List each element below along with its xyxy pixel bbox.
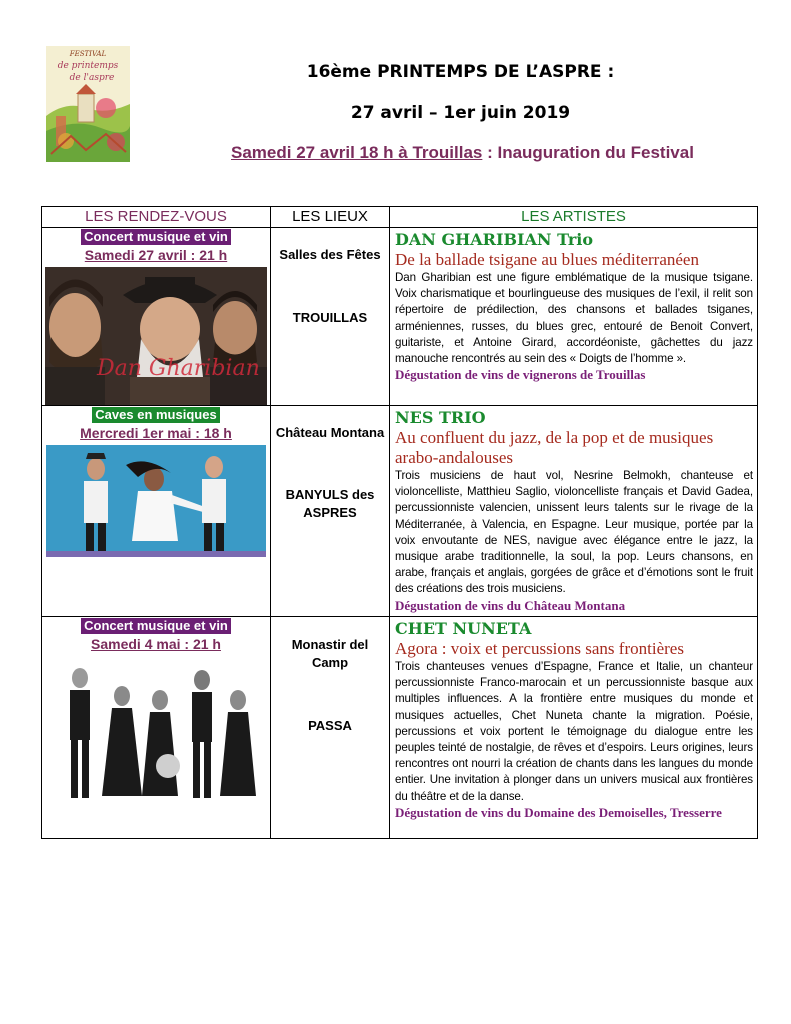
artist-name: DAN GHARIBIAN Trio — [395, 230, 593, 249]
event-type-badge: Concert musique et vin — [81, 618, 231, 634]
venue-town: PASSA — [308, 718, 352, 733]
venue-cell — [271, 228, 390, 406]
program-table — [41, 206, 758, 839]
logo-text-1: FESTIVAL — [69, 50, 107, 58]
event-date: Samedi 4 mai : 21 h — [91, 636, 221, 652]
venue-name: Monastir del Camp — [291, 637, 369, 670]
artist-tagline: Agora : voix et percussions sans frontières — [395, 639, 684, 658]
table-row — [42, 617, 758, 839]
logo-text-3: de l'aspre — [69, 73, 115, 83]
chet-nuneta-photo — [50, 656, 262, 804]
venue-cell — [271, 406, 390, 617]
venue-cell — [271, 617, 390, 839]
artist-description: Trois chanteuses venues d’Espagne, France et Italie, un chanteur percussionniste Franco-marocain et un percussionniste basque aux multiples influences. A la frontière entre musiques du monde et musiques actuelles, Chet Nuneta chante la migration. Poésie, percussions et voix portent le témoignage du dialogue entre les peuples teinté de nostalgie, de rêves et d’espoirs. Leurs origines, leurs rencontres ont nourri la création de chants dans les langues du monde entier. Une invitation à plonger dans un univers musical aux frontières du théâtre et de la danse. — [395, 660, 753, 803]
venue-name: Salles des Fêtes — [279, 247, 381, 262]
venue-name: Château Montana — [275, 425, 385, 440]
inauguration-date-link[interactable]: Samedi 27 avril 18 h à Trouillas — [231, 143, 483, 162]
venue-town: TROUILLAS — [292, 310, 368, 325]
artist-description: Dan Gharibian est une figure emblématique de la musique tsigane. Voix charismatique et bourlingueuse des musiques de l’exil, il relit son répertoire de prédilection, des chansons et ballades tsiganes, arméniennes, russes, du blues grec, entouré de Benoit Convert, guitariste, et Antoine Girard, accordéoniste, gâchettes du jazz manouche rencontrés au sein des « Doigts de l’homme ». — [395, 271, 753, 366]
table-row — [42, 406, 758, 617]
dan-gharibian-trio-photo — [45, 267, 267, 405]
page-title: 16ème PRINTEMPS DE L’ASPRE : — [306, 62, 615, 82]
venue-town: BANYULS des ASPRES — [285, 487, 375, 520]
nes-trio-photo — [46, 445, 266, 557]
column-header-lieux: LES LIEUX — [271, 207, 390, 228]
table-row — [42, 228, 758, 406]
artist-name: CHET NUNETA — [395, 619, 532, 638]
inauguration-line — [231, 143, 694, 163]
artist-name: NES TRIO — [395, 408, 486, 427]
logo-text-2: de printemps — [57, 61, 119, 71]
wine-tasting: Dégustation de vins du Château Montana — [395, 597, 626, 613]
rendez-vous-cell — [42, 617, 271, 839]
artist-tagline: De la ballade tsigane au blues méditerranéen — [395, 250, 699, 269]
festival-dates: 27 avril – 1er juin 2019 — [350, 103, 571, 123]
inauguration-label: : Inauguration du Festival — [482, 143, 694, 162]
artist-cell — [390, 406, 758, 617]
photo-caption: Dan Gharibian — [97, 356, 260, 381]
event-type-badge: Concert musique et vin — [81, 229, 231, 245]
rendez-vous-cell — [42, 228, 271, 406]
event-date: Mercredi 1er mai : 18 h — [80, 425, 232, 441]
column-header-artistes: LES ARTISTES — [390, 207, 758, 228]
table-header-row — [42, 207, 758, 228]
rendez-vous-cell — [42, 406, 271, 617]
event-type-badge: Caves en musiques — [92, 407, 219, 423]
artist-tagline: Au confluent du jazz, de la pop et de musiques arabo-andalouses — [395, 428, 714, 467]
column-header-rendez-vous: LES RENDEZ-VOUS — [42, 207, 271, 228]
wine-tasting: Dégustation de vins de vignerons de Trouillas — [395, 367, 646, 383]
wine-tasting: Dégustation de vins du Domaine des Demoiselles, Tresserre — [395, 804, 722, 820]
artist-cell — [390, 228, 758, 406]
artist-description: Trois musiciens de haut vol, Nesrine Belmokh, chanteuse et violoncelliste, Matthieu Saglio, violoncelliste français et David Gadea, percussionniste valencien, unissent leurs talents sur le rivage de la Méditerranée, à Valencia, en Espagne. Leur musique, portée par la voix envoutante de NES, navigue avec élégance entre le jazz, la musique arabe traditionnelle, la soul, la pop. Leurs chansons, en arabe, français et anglais, gorgées de grâce et d’émotions sont le fruit des créations des trois musiciens. — [395, 469, 753, 596]
event-date: Samedi 27 avril : 21 h — [84, 247, 228, 263]
artist-cell — [390, 617, 758, 839]
